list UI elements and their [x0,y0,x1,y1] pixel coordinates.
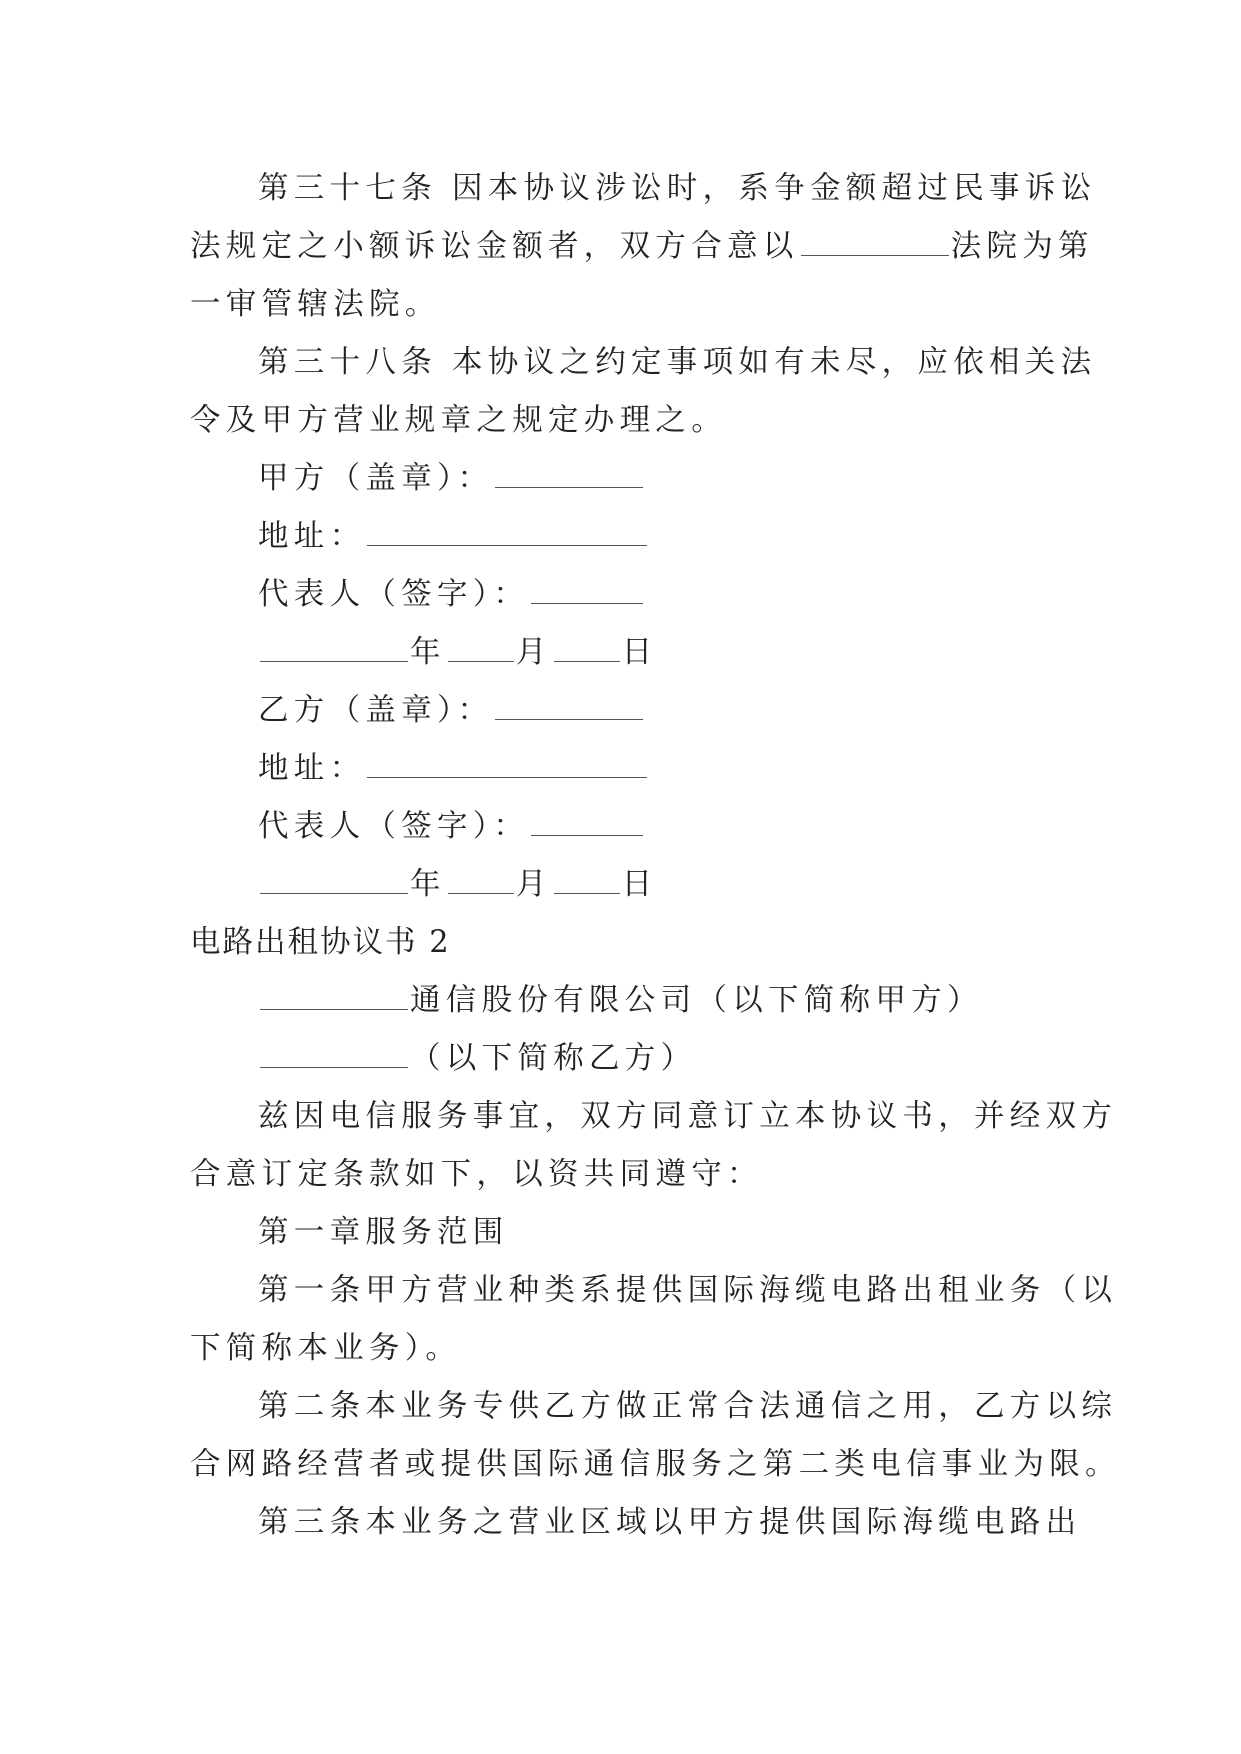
party-b-seal-line [190,682,1070,740]
party-a-day-label: 日 [621,635,658,670]
party-b-rep-line [190,798,1070,856]
doc2-party-a-line [190,972,1070,1030]
party-a-address-label: 地址： [258,519,366,554]
preamble-line-1: 兹因电信服务事宜，双方同意订立本协议书，并经双方 [258,1099,1118,1134]
document-2-title: 电路出租协议书 2 [190,925,451,960]
party-a-rep-line [190,566,1070,624]
party-b-day-blank [554,867,620,894]
court-name-blank [801,229,949,256]
party-b-address-label: 地址： [258,751,366,786]
party-a-month-label: 月 [515,635,552,670]
party-a-address-blank [367,519,647,546]
doc2-party-b-blank [260,1041,408,1068]
preamble-line-2: 合意订定条款如下，以资共同遵守： [190,1157,763,1192]
article-38-line-2: 令及甲方营业规章之规定办理之。 [190,403,727,438]
party-b-day-label: 日 [621,867,658,902]
article-3-line-1: 第三条本业务之营业区域以甲方提供国际海缆电路出 [258,1505,1082,1540]
party-a-seal-line [190,450,1070,508]
article-1-line-1: 第一条甲方营业种类系提供国际海缆电路出租业务（以 [258,1273,1118,1308]
party-a-seal-blank [495,461,643,488]
article-37-line-3: 一审管辖法院。 [190,287,441,322]
party-a-rep-label: 代表人（签字）： [258,577,530,612]
article-2-line-2: 合网路经营者或提供国际通信服务之第二类电信事业为限。 [190,1447,1121,1482]
party-b-rep-blank [531,809,643,836]
party-b-month-blank [448,867,514,894]
party-a-day-blank [554,635,620,662]
doc2-party-b-text: （以下简称乙方） [410,1041,697,1076]
party-a-date-line [190,624,1070,682]
party-a-seal-label: 甲方（盖章）： [258,461,494,496]
party-b-year-label: 年 [410,867,446,902]
party-b-address-blank [367,751,647,778]
party-b-seal-label: 乙方（盖章）： [258,693,494,728]
article-37-line-1: 第三十七条 因本协议涉讼时，系争金额超过民事诉讼 [258,171,1097,206]
party-b-month-label: 月 [515,867,552,902]
article-2-line-1: 第二条本业务专供乙方做正常合法通信之用，乙方以综 [258,1389,1118,1424]
doc2-party-b-line [190,1030,1070,1088]
doc2-party-a-text: 通信股份有限公司（以下简称甲方） [410,983,983,1018]
party-a-address-line [190,508,1070,566]
article-38-line-1: 第三十八条 本协议之约定事项如有未尽，应依相关法 [258,345,1097,380]
party-b-address-line [190,740,1070,798]
party-a-year-label: 年 [410,635,446,670]
party-a-rep-blank [531,577,643,604]
party-b-rep-label: 代表人（签字）： [258,809,530,844]
article-1-line-2: 下简称本业务）。 [190,1331,462,1366]
party-b-date-line [190,856,1070,914]
document-body [190,160,1121,1552]
party-b-seal-blank [495,693,643,720]
party-b-year-blank [260,867,408,894]
article-37-line-2 [190,218,1094,276]
doc2-party-a-blank [260,983,408,1010]
party-a-year-blank [260,635,408,662]
article-37-text-b: 法院为第 [950,229,1094,264]
article-37-text-a: 法规定之小额诉讼金额者，双方合意以 [190,229,799,264]
chapter-1-heading: 第一章服务范围 [258,1215,509,1250]
party-a-month-blank [448,635,514,662]
